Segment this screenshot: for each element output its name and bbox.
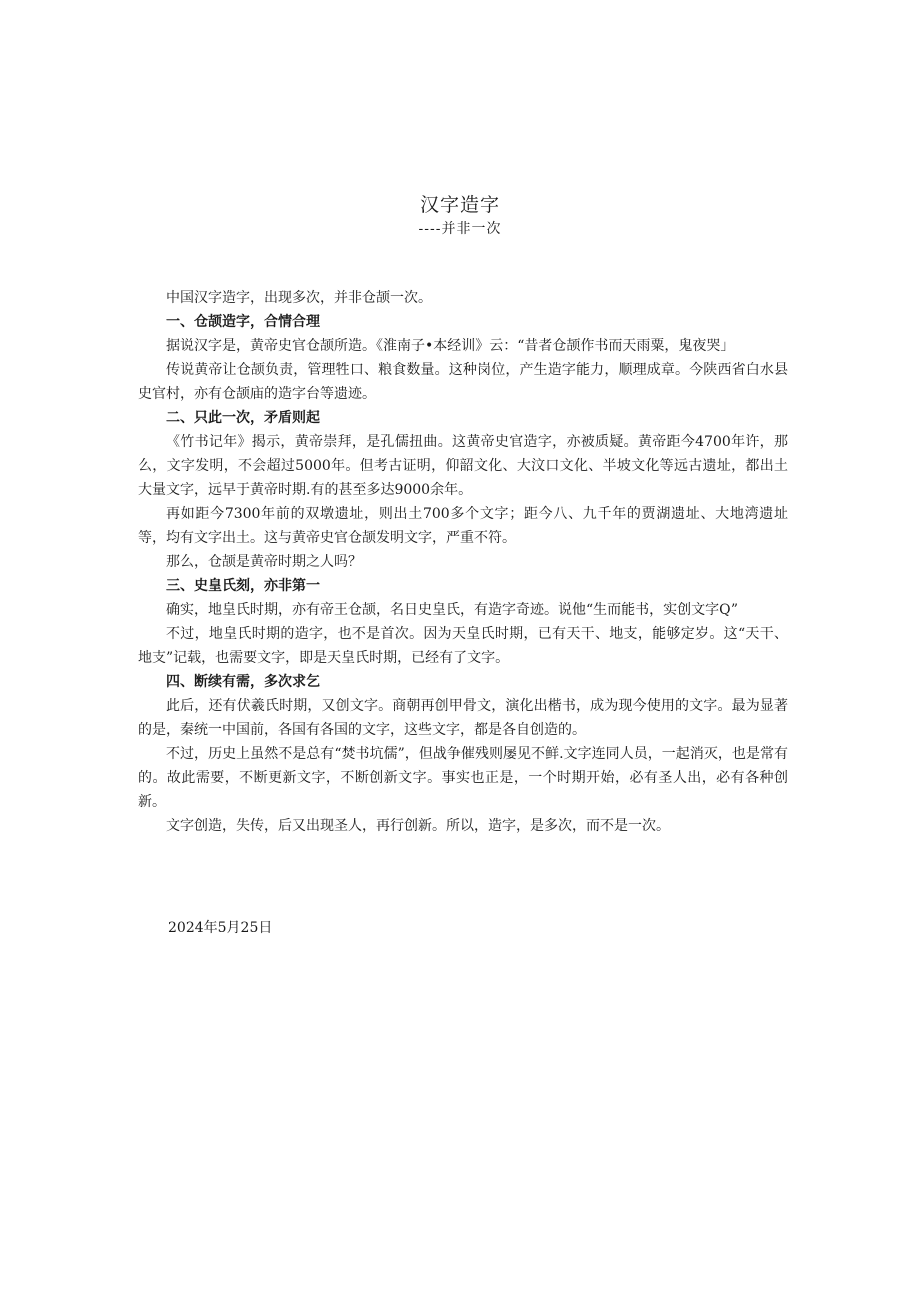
document-subtitle: ----并非一次 xyxy=(418,221,502,237)
paragraph: 不过，历史上虽然不是总有“焚书坑儒”，但战争催残则屡见不鲜.文字连同人员，一起消灭，也是常有的。故此需要，不断更新文字，不断创新文字。事实也正是，一个时期开始，必有圣人出，必有各种创新。 xyxy=(138,746,788,810)
section-heading: 四、断续有需，多次求乞 xyxy=(166,674,320,690)
paragraph: 文字创造，失传，后又出现圣人，再行创新。所以，造字，是多次，而不是一次。 xyxy=(166,818,670,834)
section-heading: 二、只此一次，矛盾则起 xyxy=(166,410,320,426)
paragraph: 传说黄帝让仓颉负责，管理牲口、粮食数量。这种岗位，产生造字能力，顺理成章。今陕西省白水县史官村，亦有仓颉庙的造字台等遗迹。 xyxy=(138,362,788,402)
paragraph: 再如距今7300年前的双墩遗址，则出土700多个文字；距今八、九千年的贾湖遗址、大地湾遗址等，均有文字出土。这与黄帝史官仓颉发明文字，严重不符。 xyxy=(138,506,788,546)
paragraph: 确实，地皇氏时期，亦有帝王仓颉，名日史皇氏，有造字奇迹。说他“生而能书，实创文字Q” xyxy=(166,602,739,618)
section-heading: 一、仓颉造字，合情合理 xyxy=(166,314,320,330)
paragraph: 中国汉字造字，出现多次，并非仓颉一次。 xyxy=(166,290,432,306)
paragraph: 不过，地皇氏时期的造字，也不是首次。因为天皇氏时期，已有天干、地支，能够定岁。这“天干、地支”记载，也需要文字，即是天皇氏时期，已经有了文字。 xyxy=(138,626,788,666)
paragraph: 那么，仓颉是黄帝时期之人吗？ xyxy=(166,554,362,570)
paragraph: 此后，还有伏羲氏时期，又创文字。商朝再创甲骨文，演化出楷书，成为现今使用的文字。最为显著的是，秦统一中国前，各国有各国的文字，这些文字，都是各自创造的。 xyxy=(138,698,788,738)
document-title: 汉字造字 xyxy=(419,194,500,216)
paragraph: 据说汉字是，黄帝史官仓颉所造。《淮南子•本经训》云：“昔者仓颉作书而天雨粟，鬼夜哭」 xyxy=(166,338,735,354)
section-heading: 三、史皇氏刻，亦非第一 xyxy=(166,578,320,594)
document-body xyxy=(138,286,788,838)
document-date: 2024年5月25日 xyxy=(168,920,273,936)
paragraph: 《竹书记年》揭示，黄帝崇拜，是孔儒扭曲。这黄帝史官造字，亦被质疑。黄帝距今4700年许，那么，文字发明，不会超过5000年。但考古证明，仰韶文化、大汶口文化、半坡文化等远古遗址，都出土大量文字，远早于黄帝时期.有的甚至多达9000余年。 xyxy=(138,434,788,498)
